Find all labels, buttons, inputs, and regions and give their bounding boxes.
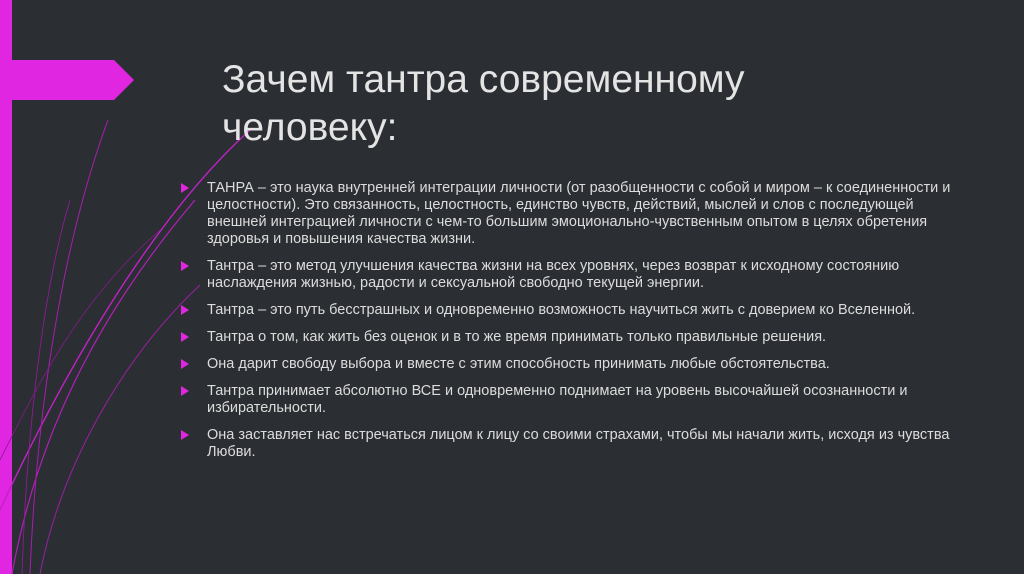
triangle-right-icon <box>181 305 189 315</box>
list-item <box>180 329 970 346</box>
list-item-text: ТАНРА – это наука внутренней интеграции личности (от разобщенности с собой и миром – к соединенности и целостности). Это связанность, целостность, единство чувств, действий, мыслей и слов с последующей внешней интеграцией личности с чем-то большим эмоционально-чувственным опытом в целях обретения здоровья и повышения качества жизни. <box>207 180 951 247</box>
list-item <box>180 302 970 319</box>
list-item-text: Она заставляет нас встречаться лицом к лицу со своими страхами, чтобы мы начали жить, исходя из чувства Любви. <box>207 427 950 460</box>
triangle-right-icon <box>181 183 189 193</box>
list-item-text: Тантра – это путь бесстрашных и одновременно возможность научиться жить с доверием ко Вселенной. <box>207 302 916 318</box>
list-item-text: Она дарит свободу выбора и вместе с этим способность принимать любые обстоятельства. <box>207 356 830 372</box>
list-item-text: Тантра – это метод улучшения качества жизни на всех уровнях, через возврат к исходному состоянию наслаждения жизнью, радости и сексуальной свободно текущей энергии. <box>207 258 900 291</box>
triangle-right-icon <box>181 332 189 342</box>
triangle-right-icon <box>181 430 189 440</box>
list-item <box>180 383 970 417</box>
curve-4 <box>30 120 108 574</box>
slide-title: Зачем тантра современному человеку: <box>222 58 745 149</box>
list-item <box>180 180 970 248</box>
curve-2 <box>12 200 195 574</box>
bullet-list <box>180 180 970 471</box>
triangle-right-icon <box>181 386 189 396</box>
curve-3 <box>40 285 200 574</box>
list-item <box>180 427 970 461</box>
list-item-text: Тантра о том, как жить без оценок и в то же время принимать только правильные решения. <box>207 329 827 345</box>
list-item <box>180 356 970 373</box>
triangle-right-icon <box>181 261 189 271</box>
list-item <box>180 258 970 292</box>
list-item-text: Тантра принимает абсолютно ВСЕ и одновременно поднимает на уровень высочайшей осознанности и избирательности. <box>207 383 908 416</box>
accent-flag <box>0 60 134 100</box>
triangle-right-icon <box>181 359 189 369</box>
